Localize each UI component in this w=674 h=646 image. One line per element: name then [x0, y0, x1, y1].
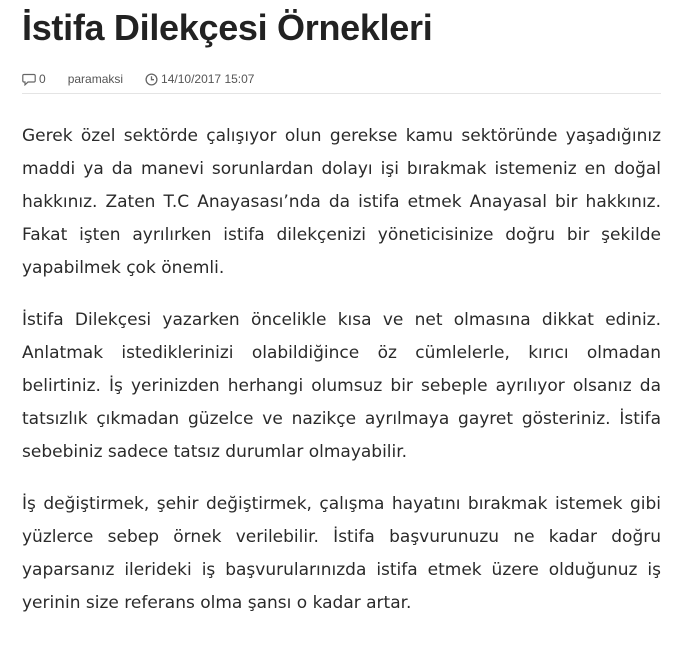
page-title: İstifa Dilekçesi Örnekleri: [22, 7, 433, 48]
paragraph: İstifa Dilekçesi yazarken öncelikle kısa ve net olmasına dikkat ediniz. Anlatmak istediklerinizi olabildiğince öz cümlelerle, kırıcı olmadan belirtiniz. İş yerinizden herhangi olumsuz bir sebeple ayrılıyor olsanız da tatsızlık çıkmadan güzelce ve nazikçe ayrılmaya gayret gösteriniz. İstifa sebebiniz sadece tatsız durumlar olmayabilir.: [22, 310, 661, 462]
post-date: [145, 72, 254, 86]
comment-count-link[interactable]: [22, 72, 46, 86]
article-body: [22, 120, 661, 620]
clock-icon: [145, 73, 161, 86]
author-link[interactable]: paramaksi: [67, 72, 124, 86]
comment-count: 0: [39, 72, 46, 86]
article: [22, 0, 661, 639]
comment-icon: [22, 73, 39, 86]
post-meta: [22, 67, 661, 94]
paragraph: İş değiştirmek, şehir değiştirmek, çalışma hayatını bırakmak istemek gibi yüzlerce sebep örnek verilebilir. İstifa başvurunuzu ne kadar doğru yaparsanız ilerideki iş başvurularınızda istifa etmek üzere olduğunuz iş yerinin size referans olma şansı o kadar artar.: [22, 494, 661, 613]
paragraph: Gerek özel sektörde çalışıyor olun gerekse kamu sektöründe yaşadığınız maddi ya da manevi sorunlardan dolayı işi bırakmak istemeniz en doğal hakkınız. Zaten T.C Anayasası’nda da istifa etmek Anayasal bir hakkınız. Fakat işten ayrılırken istifa dilekçenizi yöneticisinize doğru bir şekilde yapabilmek çok önemli.: [22, 126, 661, 278]
date-text: 14/10/2017 15:07: [161, 72, 255, 86]
